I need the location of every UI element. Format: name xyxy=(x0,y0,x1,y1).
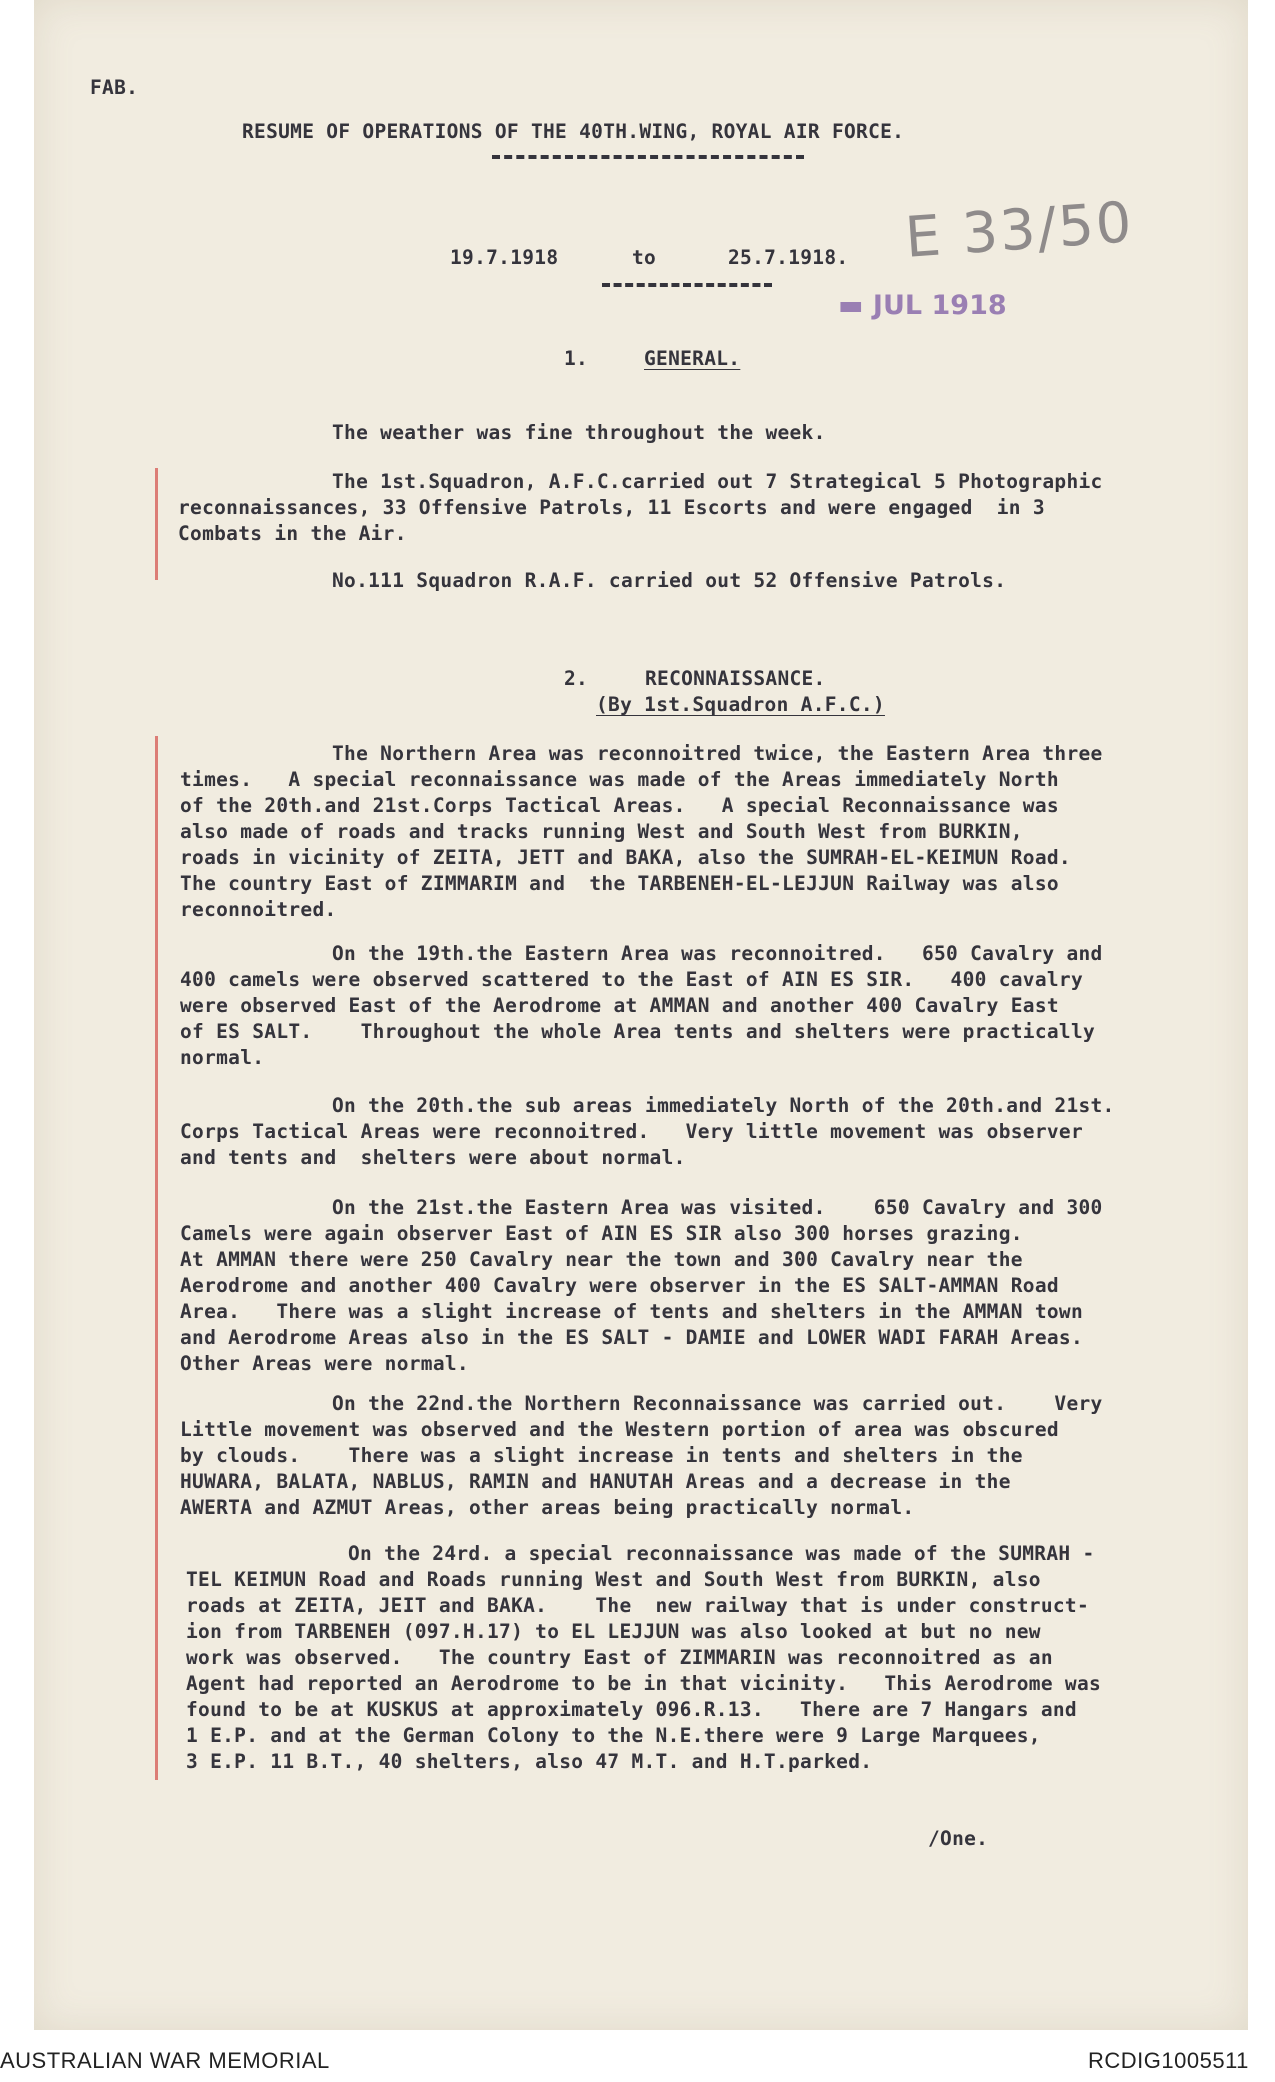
file-reference: FAB. xyxy=(90,76,139,99)
paragraph-line: No.111 Squadron R.A.F. carried out 52 Offensive Patrols. xyxy=(332,569,1007,592)
margin-mark-general xyxy=(155,468,158,580)
paragraph-line: and Aerodrome Areas also in the ES SALT - DAMIE and LOWER WADI FARAH Areas. xyxy=(180,1326,1083,1349)
paragraph-line: At AMMAN there were 250 Cavalry near the town and 300 Cavalry near the xyxy=(180,1248,1023,1271)
document-title: RESUME OF OPERATIONS OF THE 40TH.WING, ROYAL AIR FORCE. xyxy=(242,120,905,143)
paragraph-line: roads at ZEITA, JEIT and BAKA. The new railway that is under construct- xyxy=(186,1594,1089,1617)
paragraph-line: found to be at KUSKUS at approximately 096.R.13. There are 7 Hangars and xyxy=(186,1698,1077,1721)
section-2-subheading: (By 1st.Squadron A.F.C.) xyxy=(596,693,885,716)
paragraph-line: work was observed. The country East of ZIMMARIN was reconnoitred as an xyxy=(186,1646,1053,1669)
section-1-heading: GENERAL. xyxy=(644,347,741,370)
continuation-marker: /One. xyxy=(928,1827,989,1850)
paragraph-line: TEL KEIMUN Road and Roads running West and South West from BURKIN, also xyxy=(186,1568,1041,1591)
paragraph-line: Area. There was a slight increase of tents and shelters in the AMMAN town xyxy=(180,1300,1083,1323)
paragraph-line: roads in vicinity of ZEITA, JETT and BAKA, also the SUMRAH-EL-KEIMUN Road. xyxy=(180,846,1071,869)
paragraph-line: and tents and shelters were about normal. xyxy=(180,1146,686,1169)
received-date-stamp: ▬ JUL 1918 xyxy=(838,290,1007,321)
date-separator: to xyxy=(632,246,657,269)
paragraph-line: Little movement was observed and the Western portion of area was obscured xyxy=(180,1418,1059,1441)
paragraph-line: ion from TARBENEH (097.H.17) to EL LEJJUN was also looked at but no new xyxy=(186,1620,1041,1643)
handwritten-file-number: E 33/50 xyxy=(903,190,1136,271)
recon-19th-paragraph xyxy=(180,941,1103,1071)
recon-summary-paragraph xyxy=(180,741,1103,923)
section-2-heading: RECONNAISSANCE. xyxy=(645,667,826,690)
margin-mark-reconnaissance xyxy=(155,736,158,1780)
paragraph-line: The 1st.Squadron, A.F.C.carried out 7 Strategical 5 Photographic xyxy=(332,470,1103,493)
paragraph-line: by clouds. There was a slight increase in tents and shelters in the xyxy=(180,1444,1023,1467)
date-from: 19.7.1918 xyxy=(450,246,559,269)
paragraph-line: reconnoitred. xyxy=(180,898,337,921)
paragraph-line: Combats in the Air. xyxy=(178,522,407,545)
paragraph-line: On the 19th.the Eastern Area was reconnoitred. 650 Cavalry and xyxy=(332,942,1103,965)
general-squadron-1-paragraph xyxy=(178,469,1103,547)
title-underline-dashes xyxy=(492,155,804,159)
paragraph-line: AWERTA and AZMUT Areas, other areas being practically normal. xyxy=(180,1496,915,1519)
paragraph-line: reconnaissances, 33 Offensive Patrols, 11 Escorts and were engaged in 3 xyxy=(178,496,1045,519)
paragraph-line: The Northern Area was reconnoitred twice, the Eastern Area three xyxy=(332,742,1103,765)
paragraph-line: Corps Tactical Areas were reconnoitred. Very little movement was observer xyxy=(180,1120,1083,1143)
paragraph-line: normal. xyxy=(180,1046,265,1069)
paragraph-line: The weather was fine throughout the week. xyxy=(332,421,826,444)
paragraph-line: On the 22nd.the Northern Reconnaissance was carried out. Very xyxy=(332,1392,1103,1415)
received-stamp-text: JUL 1918 xyxy=(872,290,1007,321)
paragraph-line: Agent had reported an Aerodrome to be in that vicinity. This Aerodrome was xyxy=(186,1672,1102,1695)
recon-21st-paragraph xyxy=(180,1195,1103,1377)
general-squadron-111-paragraph xyxy=(332,568,1006,594)
paragraph-line: The country East of ZIMMARIM and the TARBENEH-EL-LEJJUN Railway was also xyxy=(180,872,1059,895)
paragraph-line: also made of roads and tracks running West and South West from BURKIN, xyxy=(180,820,1023,843)
paragraph-line: On the 20th.the sub areas immediately North of the 20th.and 21st. xyxy=(332,1094,1115,1117)
footer-record-id: RCDIG1005511 xyxy=(1088,2048,1249,2073)
paragraph-line: On the 24rd. a special reconnaissance was made of the SUMRAH - xyxy=(348,1542,1095,1565)
paragraph-line: Other Areas were normal. xyxy=(180,1352,469,1375)
paragraph-line: 400 camels were observed scattered to the East of AIN ES SIR. 400 cavalry xyxy=(180,968,1083,991)
paragraph-line: of the 20th.and 21st.Corps Tactical Areas. A special Reconnaissance was xyxy=(180,794,1059,817)
paragraph-line: Aerodrome and another 400 Cavalry were observer in the ES SALT-AMMAN Road xyxy=(180,1274,1059,1297)
paragraph-line: HUWARA, BALATA, NABLUS, RAMIN and HANUTAH Areas and a decrease in the xyxy=(180,1470,1011,1493)
date-to: 25.7.1918. xyxy=(728,246,849,269)
section-2-number: 2. xyxy=(564,667,589,690)
recon-24th-paragraph xyxy=(186,1541,1101,1775)
paragraph-line: times. A special reconnaissance was made of the Areas immediately North xyxy=(180,768,1059,791)
section-1-number: 1. xyxy=(564,347,589,370)
recon-22nd-paragraph xyxy=(180,1391,1103,1521)
general-weather-paragraph xyxy=(332,420,826,446)
footer-archive-name: AUSTRALIAN WAR MEMORIAL xyxy=(0,2048,330,2073)
recon-20th-paragraph xyxy=(180,1093,1115,1171)
paragraph-line: Camels were again observer East of AIN ES SIR also 300 horses grazing. xyxy=(180,1222,1023,1245)
paragraph-line: were observed East of the Aerodrome at AMMAN and another 400 Cavalry East xyxy=(180,994,1059,1017)
paragraph-line: 1 E.P. and at the German Colony to the N.E.there were 9 Large Marquees, xyxy=(186,1724,1041,1747)
paragraph-line: 3 E.P. 11 B.T., 40 shelters, also 47 M.T. and H.T.parked. xyxy=(186,1750,873,1773)
paragraph-line: On the 21st.the Eastern Area was visited. 650 Cavalry and 300 xyxy=(332,1196,1103,1219)
date-underline-dashes xyxy=(602,283,772,287)
paragraph-line: of ES SALT. Throughout the whole Area tents and shelters were practically xyxy=(180,1020,1096,1043)
